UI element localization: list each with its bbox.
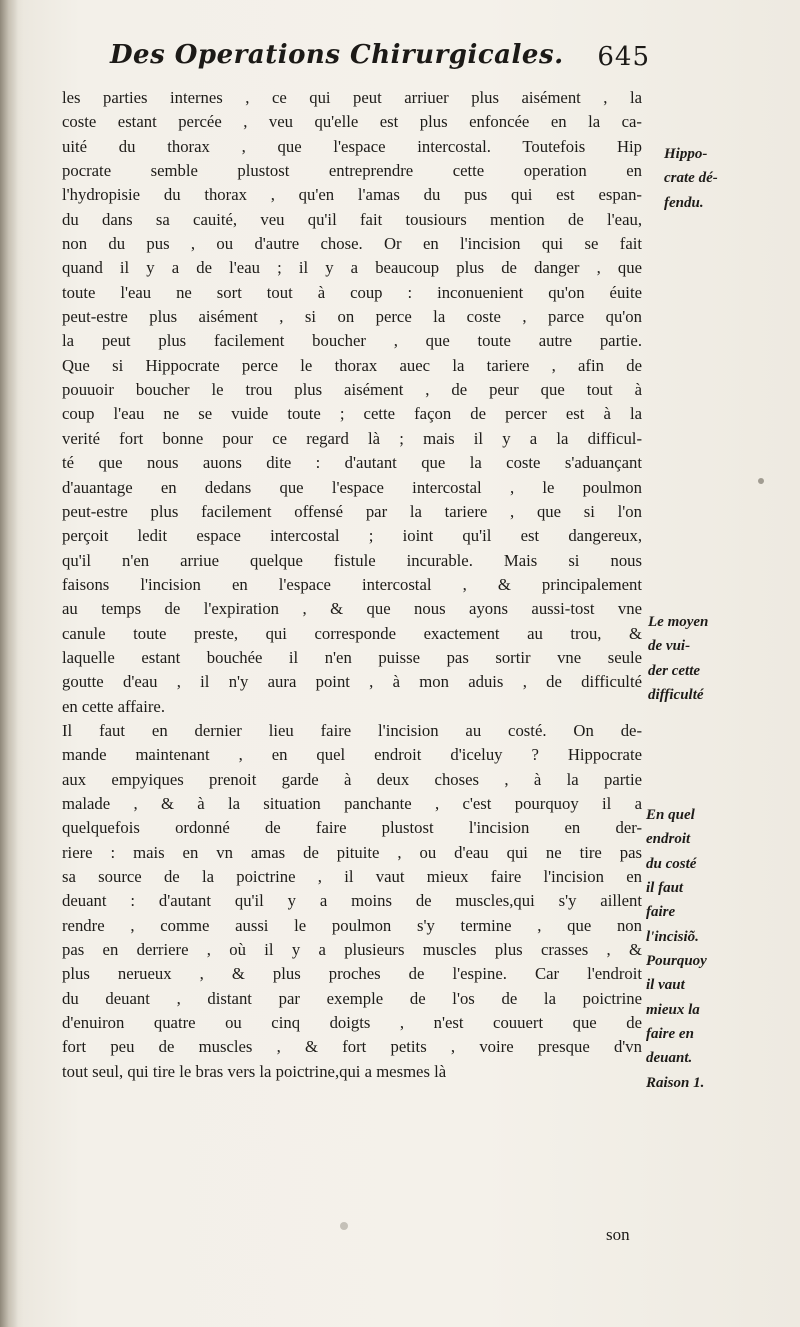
page-header — [110, 40, 650, 88]
margin-note-line: faire en — [646, 1026, 694, 1043]
text-line: quand il y a de l'eau ; il y a beaucoup plus de danger , que — [62, 258, 642, 278]
catchword: son — [606, 1225, 630, 1244]
margin-note-line: mieux la — [646, 1001, 700, 1018]
text-line: les parties internes , ce qui peut arriuer plus aisément , la — [62, 88, 642, 107]
ink-speck — [340, 1222, 348, 1230]
margin-note-line: Pourquoy — [646, 953, 707, 970]
text-line: uité du thorax , que l'espace intercostal. Toutefois Hip — [62, 136, 642, 156]
text-line: perçoit ledit espace intercostal ; ioint qu'il est dangereux, — [62, 526, 642, 546]
margin-note-line: l'incisiõ. — [646, 928, 699, 945]
text-line: malade , & à la situation panchante , c'est pourquoy il a — [62, 793, 642, 813]
margin-note-line: crate dé- — [664, 170, 718, 187]
running-title: Des Operations Chirurgicales. — [110, 40, 564, 70]
text-line: canule toute preste, qui corresponde exactement au trou, & — [62, 623, 642, 643]
margin-note-line: En quel — [646, 807, 695, 823]
margin-note-line: il vaut — [646, 977, 685, 994]
margin-note-line: de vui- — [648, 638, 691, 655]
text-line: tout seul, qui tire le bras vers la poictrine,qui a mesmes là — [62, 1061, 447, 1081]
text-line: pas en derriere , où il y a plusieurs muscles plus crasses , & — [62, 940, 642, 960]
margin-note-moyen — [648, 610, 708, 707]
margin-note-line: der cette — [648, 662, 701, 679]
body-text — [62, 86, 642, 1084]
ink-speck — [758, 478, 764, 484]
text-line: aux empyiques prenoit garde à deux choses , à la partie — [62, 769, 642, 789]
text-line: du deuant , distant par exemple de l'os de la poictrine — [62, 988, 642, 1008]
text-line: peut-estre plus aisément , si on perce la coste , parce qu'on — [62, 307, 642, 327]
margin-note-line: endroit — [646, 831, 691, 848]
text-line: plus nerueux , & plus proches de l'espine. Car l'endroit — [62, 964, 642, 984]
text-line: Il faut en dernier lieu faire l'incision au costé. On de- — [62, 720, 642, 740]
text-line: d'enuiron quatre ou cinq doigts , n'est couuert que de — [62, 1013, 642, 1033]
text-line: non du pus , ou d'autre chose. Or en l'incision qui se fait — [62, 234, 642, 254]
text-line: riere : mais en vn amas de pituite , ou d'eau qui ne tire pas — [62, 842, 642, 862]
text-line: la peut plus facilement boucher , que toute autre partie. — [62, 331, 642, 351]
text-line: coste estant percée , veu qu'elle est plus enfoncée en la ca- — [62, 112, 642, 132]
text-line: sa source de la poictrine , il vaut mieux faire l'incision en — [62, 867, 642, 886]
margin-note-line: faire — [646, 904, 676, 921]
margin-note-line: fendu. — [664, 194, 704, 211]
text-line: toute l'eau ne sort tout à coup : inconuenient qu'on éuite — [62, 282, 642, 302]
text-line: pouuoir boucher le trou plus aisément , de peur que tout à — [62, 380, 642, 400]
text-line: peut-estre plus facilement offensé par la tariere , que si l'on — [62, 501, 642, 521]
text-line: l'hydropisie du thorax , qu'en l'amas du pus qui est espan- — [62, 185, 642, 205]
text-line: au temps de l'expiration , & que nous ayons aussi-tost vne — [62, 599, 642, 619]
page-number: 645 — [597, 42, 650, 72]
text-line: d'auantage en dedans que l'espace intercostal , le poulmon — [62, 477, 642, 497]
text-line: goutte d'eau , il n'y aura point , à mon aduis , de difficulté — [62, 672, 642, 692]
text-line: laquelle estant bouchée il n'en puisse pas sortir vne seule — [62, 647, 642, 667]
text-line: rendre , comme aussi le poulmon s'y termine , que non — [62, 915, 642, 935]
text-line: mande maintenant , en quel endroit d'iceluy ? Hippocrate — [62, 745, 642, 765]
margin-note-line: du costé — [646, 855, 697, 872]
text-line: coup l'eau ne se vuide toute ; cette façon de percer est à la — [62, 404, 642, 424]
text-line: pocrate semble plustost entreprendre cette operation en — [62, 161, 642, 181]
text-line: verité fort bonne pour ce regard là ; mais il y a la difficul- — [62, 428, 642, 448]
margin-note-hippocrate — [664, 142, 718, 215]
text-line: fort peu de muscles , & fort petits , voire presque d'vn — [62, 1037, 642, 1057]
margin-note-endroit — [646, 803, 707, 1095]
margin-note-line: difficulté — [648, 687, 704, 704]
margin-note-line: Hippo- — [664, 146, 708, 162]
text-line: quelquefois ordonné de faire plustost l'incision en der- — [62, 818, 642, 838]
text-line: té que nous auons dite : d'autant que la coste s'aduançant — [62, 453, 642, 473]
text-line: Que si Hippocrate perce le thorax auec la tariere , afin de — [62, 355, 642, 375]
margin-note-line: Le moyen — [648, 614, 709, 630]
text-line: du dans sa cauité, veu qu'il fait tousiours mention de l'eau, — [62, 209, 642, 229]
margin-note-line: deuant. — [646, 1050, 693, 1067]
text-line: en cette affaire. — [62, 696, 165, 716]
gutter-shadow — [0, 0, 18, 1327]
margin-note-line: Raison 1. — [646, 1074, 705, 1091]
text-line: faisons l'incision en l'espace intercostal , & principalement — [62, 574, 642, 594]
margin-note-line: il faut — [646, 880, 684, 897]
text-line: qu'il n'en arriue quelque fistule incurable. Mais si nous — [62, 550, 642, 570]
text-line: deuant : d'autant qu'il y a moins de muscles,qui s'y aillent — [62, 891, 642, 911]
